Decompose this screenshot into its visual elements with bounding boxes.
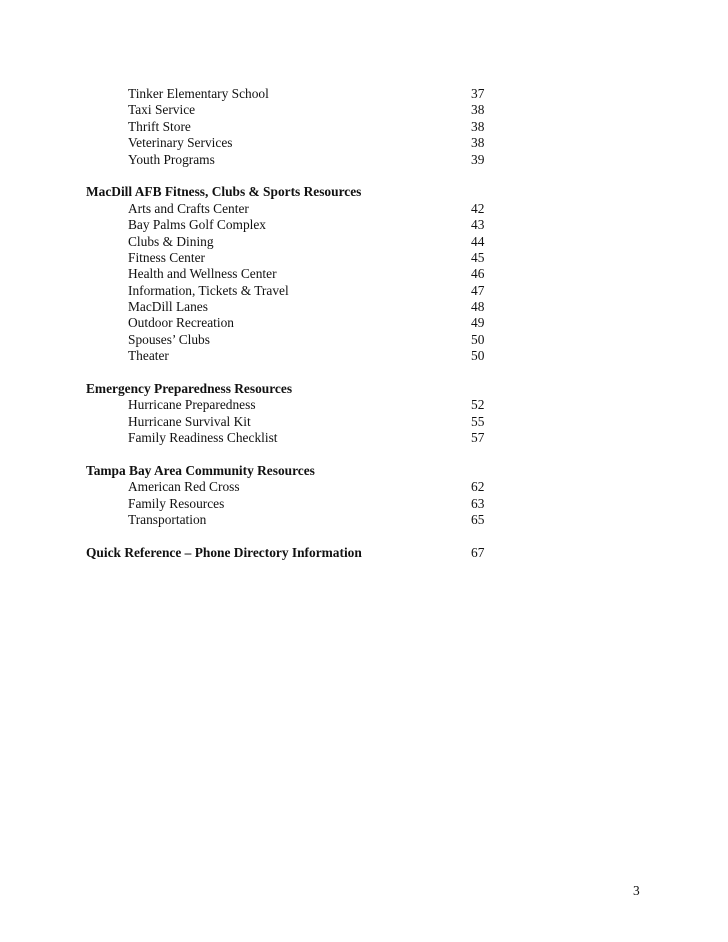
toc-entry-page: 44	[471, 233, 485, 249]
toc-entry-page: 63	[471, 495, 485, 511]
toc-entry-title: Bay Palms Golf Complex	[128, 217, 266, 233]
toc-entry	[0, 283, 728, 299]
toc-entry-page: 52	[471, 397, 485, 413]
toc-entry	[0, 102, 728, 118]
toc-entry-page: 50	[471, 331, 485, 347]
toc-entry-title: Hurricane Survival Kit	[128, 413, 251, 429]
toc-entry-title: Clubs & Dining	[128, 233, 214, 249]
toc-entry-page: 38	[471, 102, 485, 118]
toc-entry-page: 37	[471, 86, 485, 101]
toc-entry-title: Family Resources	[128, 495, 225, 511]
toc-entry	[0, 496, 728, 512]
toc-entry-title: Family Readiness Checklist	[128, 430, 278, 446]
toc-section-heading	[0, 463, 728, 479]
toc-entry-title: Tinker Elementary School	[128, 86, 269, 101]
toc-entry-title: Hurricane Preparedness	[128, 397, 256, 413]
toc-entry	[0, 201, 728, 217]
toc-entry	[0, 414, 728, 430]
toc-entry-page: 57	[471, 430, 485, 446]
toc-entry	[0, 266, 728, 282]
toc-entry	[0, 397, 728, 413]
toc-section-title: MacDill AFB Fitness, Clubs & Sports Resources	[86, 184, 362, 200]
toc-entry	[0, 332, 728, 348]
toc-entry-title: Taxi Service	[128, 102, 196, 118]
toc-entry-page: 45	[471, 249, 485, 265]
toc-entry-title: Arts and Crafts Center	[128, 200, 249, 216]
toc-entry-page: 50	[471, 348, 485, 364]
toc-entry	[0, 217, 728, 233]
toc-entry	[0, 152, 728, 168]
toc-entry	[0, 430, 728, 446]
toc-entry-page: 39	[471, 151, 485, 167]
toc-entry	[0, 86, 728, 102]
toc-entry-title: Theater	[128, 348, 169, 364]
toc-entry	[0, 348, 728, 364]
table-of-contents	[0, 86, 728, 561]
toc-entry	[0, 135, 728, 151]
toc-entry-title: Youth Programs	[128, 151, 215, 167]
toc-entry-title: Transportation	[128, 512, 207, 528]
toc-entry	[0, 250, 728, 266]
toc-section-heading	[0, 545, 728, 561]
section-gap	[0, 365, 728, 381]
toc-entry	[0, 119, 728, 135]
toc-entry-title: Thrift Store	[128, 118, 191, 134]
toc-entry-title: American Red Cross	[128, 479, 240, 495]
toc-entry	[0, 512, 728, 528]
toc-entry-page: 65	[471, 512, 485, 528]
toc-entry-page: 46	[471, 266, 485, 282]
toc-section-title: Emergency Preparedness Resources	[86, 381, 293, 397]
toc-section-title: Tampa Bay Area Community Resources	[86, 462, 315, 478]
section-gap	[0, 447, 728, 463]
toc-entry-title: Fitness Center	[128, 249, 205, 265]
toc-entry-title: MacDill Lanes	[128, 299, 208, 315]
toc-entry-page: 55	[471, 413, 485, 429]
toc-entry-page: 48	[471, 299, 485, 315]
section-gap	[0, 168, 728, 184]
toc-entry-title: Spouses’ Clubs	[128, 331, 210, 347]
toc-entry-page: 47	[471, 282, 485, 298]
toc-entry-page: 38	[471, 135, 485, 151]
toc-entry	[0, 299, 728, 315]
toc-entry-page: 62	[471, 479, 485, 495]
toc-entry	[0, 315, 728, 331]
toc-entry-title: Veterinary Services	[128, 135, 233, 151]
toc-section-heading	[0, 381, 728, 397]
toc-entry-title: Outdoor Recreation	[128, 315, 234, 331]
toc-section-title: Quick Reference – Phone Directory Information	[86, 544, 362, 560]
toc-entry-page: 43	[471, 217, 485, 233]
toc-entry-page: 49	[471, 315, 485, 331]
toc-entry	[0, 234, 728, 250]
page-number: 3	[633, 883, 640, 898]
toc-entry-title: Information, Tickets & Travel	[128, 282, 289, 298]
toc-section-page: 67	[471, 544, 485, 560]
toc-entry-page: 38	[471, 118, 485, 134]
toc-section-heading	[0, 184, 728, 200]
toc-entry	[0, 479, 728, 495]
toc-entry-page: 42	[471, 200, 485, 216]
section-gap	[0, 529, 728, 545]
toc-entry-title: Health and Wellness Center	[128, 266, 277, 282]
